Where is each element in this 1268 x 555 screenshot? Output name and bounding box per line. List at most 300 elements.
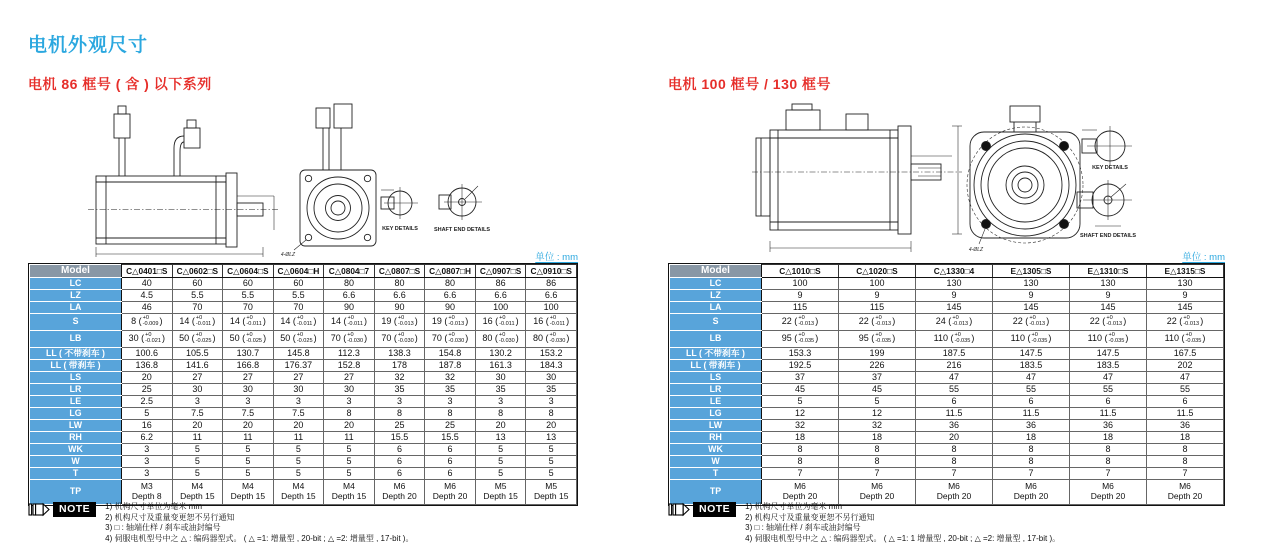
spec-row bbox=[30, 432, 577, 444]
spec-row bbox=[670, 468, 1224, 480]
spec-value: 15.5 bbox=[425, 432, 476, 444]
spec-value: 183.5 bbox=[1070, 360, 1147, 372]
row-label: LW bbox=[30, 420, 122, 432]
spec-value: M6 Depth 20 bbox=[1147, 480, 1224, 505]
spec-value: 5 bbox=[122, 408, 173, 420]
row-label: RH bbox=[670, 432, 762, 444]
spec-value: 9 bbox=[916, 290, 993, 302]
spec-value: 6 bbox=[374, 456, 425, 468]
model-name: C△0910□S bbox=[526, 265, 577, 278]
spec-value: 24 ( +0 -0.013 ) bbox=[916, 314, 993, 331]
spec-value: 12 bbox=[839, 408, 916, 420]
model-name: E△1310□S bbox=[1070, 265, 1147, 278]
row-label: LE bbox=[30, 396, 122, 408]
spec-value: 86 bbox=[475, 278, 526, 290]
spec-value: 60 bbox=[273, 278, 324, 290]
spec-value: M4 Depth 15 bbox=[223, 480, 274, 505]
spec-value: 8 bbox=[475, 408, 526, 420]
spec-value: 6 bbox=[425, 468, 476, 480]
dimension-table-left bbox=[29, 264, 577, 505]
model-name: E△1315□S bbox=[1147, 265, 1224, 278]
model-header-row bbox=[670, 265, 1224, 278]
spec-value: 3 bbox=[273, 396, 324, 408]
note-line: 2) 机构尺寸及重量变更恕不另行通知 bbox=[105, 512, 235, 522]
spec-value: 18 bbox=[1147, 432, 1224, 444]
spec-value: 9 bbox=[993, 290, 1070, 302]
spec-value: 112.3 bbox=[324, 348, 375, 360]
spec-row bbox=[670, 302, 1224, 314]
spec-value: 20 bbox=[273, 420, 324, 432]
spec-value: 5 bbox=[475, 444, 526, 456]
spec-value: 36 bbox=[916, 420, 993, 432]
spec-value: 30 bbox=[526, 372, 577, 384]
spec-value: 7 bbox=[1147, 468, 1224, 480]
model-name: C△0401□S bbox=[122, 265, 173, 278]
motor-front-view-right bbox=[967, 106, 1083, 244]
spec-value: 27 bbox=[273, 372, 324, 384]
spec-value: 8 bbox=[425, 408, 476, 420]
note-line: 4) 伺服电机型号中之 △ : 编码器型式。 ( △ =1: 增量型 , 20-bit ; △ =2: 增量型 , 17-bit )。 bbox=[105, 533, 414, 543]
pencil-icon bbox=[28, 502, 50, 517]
spec-row bbox=[670, 372, 1224, 384]
note-chip-label: NOTE bbox=[693, 502, 736, 517]
spec-value: M6 Depth 20 bbox=[762, 480, 839, 505]
note-line: 2) 机构尺寸及重量变更恕不另行通知 bbox=[745, 512, 875, 522]
row-label: LB bbox=[30, 331, 122, 348]
spec-value: 70 ( +0 -0.030 ) bbox=[324, 331, 375, 348]
spec-value: 5.5 bbox=[172, 290, 223, 302]
spec-row bbox=[670, 331, 1224, 348]
spec-value: 25 bbox=[122, 384, 173, 396]
spec-value: 20 bbox=[122, 372, 173, 384]
spec-value: 95 ( +0 -0.035 ) bbox=[839, 331, 916, 348]
spec-value: 14 ( +0 -0.011 ) bbox=[172, 314, 223, 331]
spec-value: 11.5 bbox=[1070, 408, 1147, 420]
spec-value: 25 bbox=[425, 420, 476, 432]
spec-value: 8 bbox=[1070, 456, 1147, 468]
spec-value: 20 bbox=[172, 420, 223, 432]
row-label: LS bbox=[30, 372, 122, 384]
spec-value: 30 bbox=[273, 384, 324, 396]
spec-value: 8 ( +0 -0.009 ) bbox=[122, 314, 173, 331]
note-lines-right bbox=[745, 501, 1060, 544]
spec-row bbox=[30, 408, 577, 420]
spec-row bbox=[670, 408, 1224, 420]
row-label: S bbox=[670, 314, 762, 331]
spec-row bbox=[670, 420, 1224, 432]
note-badge-right bbox=[668, 502, 736, 517]
spec-value: 6 bbox=[916, 396, 993, 408]
row-label: TP bbox=[670, 480, 762, 505]
row-label: LL ( 带刹车 ) bbox=[30, 360, 122, 372]
spec-value: 90 bbox=[324, 302, 375, 314]
pencil-icon bbox=[668, 502, 690, 517]
spec-value: 5 bbox=[475, 468, 526, 480]
spec-value: 70 bbox=[223, 302, 274, 314]
spec-value: 226 bbox=[839, 360, 916, 372]
spec-value: 20 bbox=[324, 420, 375, 432]
spec-value: 5 bbox=[839, 396, 916, 408]
spec-value: 8 bbox=[993, 456, 1070, 468]
spec-value: 145 bbox=[1147, 302, 1224, 314]
spec-value: 136.8 bbox=[122, 360, 173, 372]
key-details-label-left: KEY DETAILS bbox=[382, 226, 418, 232]
spec-value: 145 bbox=[993, 302, 1070, 314]
row-label: LZ bbox=[670, 290, 762, 302]
spec-value: 18 bbox=[839, 432, 916, 444]
spec-value: 6.6 bbox=[324, 290, 375, 302]
spec-value: 5 bbox=[223, 456, 274, 468]
spec-value: 153.2 bbox=[526, 348, 577, 360]
spec-value: M4 Depth 15 bbox=[172, 480, 223, 505]
spec-row bbox=[30, 420, 577, 432]
spec-value: 5 bbox=[223, 468, 274, 480]
spec-value: 11.5 bbox=[993, 408, 1070, 420]
spec-value: 86 bbox=[526, 278, 577, 290]
spec-row bbox=[30, 360, 577, 372]
row-label: LL ( 不带刹车 ) bbox=[670, 348, 762, 360]
model-name: C△1020□S bbox=[839, 265, 916, 278]
spec-value: 8 bbox=[1070, 444, 1147, 456]
spec-value: 115 bbox=[839, 302, 916, 314]
spec-value: 8 bbox=[324, 408, 375, 420]
row-label: LA bbox=[670, 302, 762, 314]
row-label: WK bbox=[670, 444, 762, 456]
model-header-row bbox=[30, 265, 577, 278]
model-name: C△0804□7 bbox=[324, 265, 375, 278]
model-name: C△0907□S bbox=[475, 265, 526, 278]
spec-value: M4 Depth 15 bbox=[273, 480, 324, 505]
page-title: 电机外观尺寸 bbox=[28, 35, 149, 56]
spec-value: 32 bbox=[762, 420, 839, 432]
spec-value: 5 bbox=[526, 456, 577, 468]
row-label: LC bbox=[670, 278, 762, 290]
spec-value: 5 bbox=[273, 444, 324, 456]
spec-value: 8 bbox=[762, 456, 839, 468]
spec-value: 16 ( +0 -0.011 ) bbox=[475, 314, 526, 331]
spec-value: 8 bbox=[916, 456, 993, 468]
model-name: C△1010□S bbox=[762, 265, 839, 278]
spec-value: 18 bbox=[762, 432, 839, 444]
spec-value: 5 bbox=[273, 468, 324, 480]
spec-row bbox=[30, 314, 577, 331]
spec-value: 6 bbox=[993, 396, 1070, 408]
spec-value: 153.3 bbox=[762, 348, 839, 360]
row-label: T bbox=[670, 468, 762, 480]
spec-value: 6.6 bbox=[425, 290, 476, 302]
row-label: W bbox=[670, 456, 762, 468]
spec-value: 110 ( +0 -0.035 ) bbox=[1070, 331, 1147, 348]
spec-value: 6 bbox=[374, 468, 425, 480]
model-name: C△0604□S bbox=[223, 265, 274, 278]
spec-value: 187.5 bbox=[916, 348, 993, 360]
spec-row bbox=[670, 348, 1224, 360]
spec-value: 5 bbox=[324, 468, 375, 480]
spec-value: 8 bbox=[1147, 444, 1224, 456]
key-details-diagram-left bbox=[381, 187, 418, 219]
row-label: TP bbox=[30, 480, 122, 505]
row-label: RH bbox=[30, 432, 122, 444]
spec-value: 7.5 bbox=[273, 408, 324, 420]
spec-row bbox=[30, 331, 577, 348]
spec-value: 30 bbox=[223, 384, 274, 396]
spec-value: M5 Depth 15 bbox=[526, 480, 577, 505]
spec-row bbox=[30, 468, 577, 480]
spec-value: 5 bbox=[172, 444, 223, 456]
spec-value: 100 bbox=[762, 278, 839, 290]
spec-value: 8 bbox=[916, 444, 993, 456]
spec-value: 14 ( +0 -0.011 ) bbox=[223, 314, 274, 331]
row-label: W bbox=[30, 456, 122, 468]
spec-value: 6.6 bbox=[475, 290, 526, 302]
note-line: 4) 伺服电机型号中之 △ : 编码器型式。 ( △ =1: 1 增量型 , 20-bit ; △ =2: 增量型 , 17-bit )。 bbox=[745, 533, 1061, 543]
spec-value: 166.8 bbox=[223, 360, 274, 372]
spec-value: 6 bbox=[425, 456, 476, 468]
spec-value: 202 bbox=[1147, 360, 1224, 372]
spec-value: 90 bbox=[425, 302, 476, 314]
spec-value: 80 ( +0 -0.030 ) bbox=[526, 331, 577, 348]
spec-value: 55 bbox=[1070, 384, 1147, 396]
spec-value: 8 bbox=[993, 444, 1070, 456]
spec-row bbox=[30, 456, 577, 468]
spec-value: 167.5 bbox=[1147, 348, 1224, 360]
shaft-end-details-label-left: SHAFT END DETAILS bbox=[433, 227, 491, 233]
spec-value: 22 ( +0 -0.013 ) bbox=[1147, 314, 1224, 331]
spec-value: 47 bbox=[916, 372, 993, 384]
spec-value: 16 ( +0 -0.011 ) bbox=[526, 314, 577, 331]
spec-value: 80 bbox=[425, 278, 476, 290]
spec-value: 40 bbox=[122, 278, 173, 290]
spec-value: 8 bbox=[526, 408, 577, 420]
spec-value: 6 bbox=[1147, 396, 1224, 408]
spec-value: 7 bbox=[839, 468, 916, 480]
spec-value: 100.6 bbox=[122, 348, 173, 360]
spec-value: 5.5 bbox=[223, 290, 274, 302]
notes-left bbox=[28, 501, 413, 544]
spec-value: 7 bbox=[916, 468, 993, 480]
spec-value: 178 bbox=[374, 360, 425, 372]
notes-right bbox=[668, 501, 1060, 544]
spec-value: 55 bbox=[993, 384, 1070, 396]
spec-value: 130.7 bbox=[223, 348, 274, 360]
spec-value: 9 bbox=[1147, 290, 1224, 302]
spec-value: 7 bbox=[993, 468, 1070, 480]
row-label: LR bbox=[670, 384, 762, 396]
spec-value: 3 bbox=[172, 396, 223, 408]
note-line: 3) □ : 轴端仕样 / 刹车或油封编号 bbox=[745, 523, 861, 532]
note-line: 1) 机构尺寸单位为毫米 mm bbox=[745, 502, 843, 511]
motor-drawing-right bbox=[752, 102, 1217, 254]
spec-row bbox=[670, 432, 1224, 444]
spec-row bbox=[30, 396, 577, 408]
spec-value: 50 ( +0 -0.025 ) bbox=[223, 331, 274, 348]
spec-value: 15.5 bbox=[374, 432, 425, 444]
spec-value: 3 bbox=[324, 396, 375, 408]
spec-value: 35 bbox=[374, 384, 425, 396]
spec-value: 8 bbox=[839, 444, 916, 456]
section-subtitle-left: 电机 86 框号 ( 含 ) 以下系列 bbox=[28, 76, 212, 92]
spec-value: 9 bbox=[839, 290, 916, 302]
model-name: C△0807□S bbox=[374, 265, 425, 278]
spec-value: 5 bbox=[526, 468, 577, 480]
spec-row bbox=[670, 456, 1224, 468]
spec-value: 22 ( +0 -0.013 ) bbox=[993, 314, 1070, 331]
spec-value: 115 bbox=[762, 302, 839, 314]
spec-value: M6 Depth 20 bbox=[425, 480, 476, 505]
spec-value: 2.5 bbox=[122, 396, 173, 408]
spec-row bbox=[670, 444, 1224, 456]
spec-value: 11.5 bbox=[1147, 408, 1224, 420]
spec-value: 7 bbox=[1070, 468, 1147, 480]
spec-value: M6 Depth 20 bbox=[916, 480, 993, 505]
spec-row bbox=[670, 314, 1224, 331]
spec-value: 35 bbox=[425, 384, 476, 396]
model-name: C△1330□4 bbox=[916, 265, 993, 278]
spec-value: 16 bbox=[122, 420, 173, 432]
spec-value: 110 ( +0 -0.035 ) bbox=[993, 331, 1070, 348]
spec-value: 80 bbox=[324, 278, 375, 290]
note-lines-left bbox=[105, 501, 413, 544]
spec-value: 5 bbox=[172, 456, 223, 468]
row-label: LZ bbox=[30, 290, 122, 302]
spec-value: 11 bbox=[172, 432, 223, 444]
spec-value: 22 ( +0 -0.013 ) bbox=[762, 314, 839, 331]
unit-label-right: 单位 : mm bbox=[1182, 252, 1225, 263]
row-label: LS bbox=[670, 372, 762, 384]
spec-value: 50 ( +0 -0.025 ) bbox=[172, 331, 223, 348]
spec-value: 20 bbox=[475, 420, 526, 432]
row-label: LC bbox=[30, 278, 122, 290]
spec-value: 27 bbox=[324, 372, 375, 384]
spec-value: 11 bbox=[273, 432, 324, 444]
spec-value: 4.5 bbox=[122, 290, 173, 302]
spec-value: 147.5 bbox=[1070, 348, 1147, 360]
row-label: LG bbox=[670, 408, 762, 420]
spec-value: M6 Depth 20 bbox=[839, 480, 916, 505]
spec-value: 70 bbox=[172, 302, 223, 314]
motor-side-view-left bbox=[88, 106, 278, 257]
spec-value: 14 ( +0 -0.011 ) bbox=[273, 314, 324, 331]
spec-value: 100 bbox=[475, 302, 526, 314]
spec-value: 154.8 bbox=[425, 348, 476, 360]
spec-value: 5 bbox=[172, 468, 223, 480]
spec-value: 47 bbox=[993, 372, 1070, 384]
spec-row bbox=[670, 384, 1224, 396]
section-subtitle-right: 电机 100 框号 / 130 框号 bbox=[668, 76, 832, 92]
spec-row bbox=[670, 278, 1224, 290]
row-label: LL ( 不带刹车 ) bbox=[30, 348, 122, 360]
spec-row bbox=[30, 384, 577, 396]
spec-value: 80 ( +0 -0.030 ) bbox=[475, 331, 526, 348]
spec-value: 176.37 bbox=[273, 360, 324, 372]
spec-value: 3 bbox=[374, 396, 425, 408]
spec-value: 30 bbox=[324, 384, 375, 396]
spec-value: 110 ( +0 -0.035 ) bbox=[1147, 331, 1224, 348]
spec-value: 11 bbox=[223, 432, 274, 444]
motor-front-view-left bbox=[294, 104, 376, 250]
spec-value: 70 ( +0 -0.030 ) bbox=[425, 331, 476, 348]
spec-value: 20 bbox=[526, 420, 577, 432]
spec-value: 184.3 bbox=[526, 360, 577, 372]
spec-value: 3 bbox=[526, 396, 577, 408]
spec-value: 13 bbox=[475, 432, 526, 444]
spec-row bbox=[30, 444, 577, 456]
spec-value: 130 bbox=[993, 278, 1070, 290]
spec-value: 7.5 bbox=[223, 408, 274, 420]
spec-row bbox=[670, 360, 1224, 372]
row-label: S bbox=[30, 314, 122, 331]
spec-value: 12 bbox=[762, 408, 839, 420]
spec-value: 20 bbox=[916, 432, 993, 444]
spec-value: 30 bbox=[475, 372, 526, 384]
spec-value: 145 bbox=[916, 302, 993, 314]
spec-value: 90 bbox=[374, 302, 425, 314]
mounting-hole-label-right: 4-ØLZ bbox=[968, 247, 984, 253]
spec-value: 199 bbox=[839, 348, 916, 360]
spec-value: 183.5 bbox=[993, 360, 1070, 372]
spec-value: 110 ( +0 -0.035 ) bbox=[916, 331, 993, 348]
spec-row bbox=[30, 278, 577, 290]
spec-value: 130.2 bbox=[475, 348, 526, 360]
spec-value: 32 bbox=[374, 372, 425, 384]
spec-value: 7 bbox=[762, 468, 839, 480]
spec-value: 130 bbox=[1147, 278, 1224, 290]
shaft-end-details-diagram-left bbox=[439, 184, 482, 220]
spec-value: 145 bbox=[1070, 302, 1147, 314]
spec-value: 5 bbox=[324, 444, 375, 456]
spec-value: 6.6 bbox=[526, 290, 577, 302]
spec-value: 32 bbox=[425, 372, 476, 384]
spec-value: 18 bbox=[993, 432, 1070, 444]
spec-value: 141.6 bbox=[172, 360, 223, 372]
spec-value: 45 bbox=[839, 384, 916, 396]
shaft-end-details-label-right: SHAFT END DETAILS bbox=[1079, 233, 1137, 239]
spec-value: 30 ( +0 -0.021 ) bbox=[122, 331, 173, 348]
spec-value: 5.5 bbox=[273, 290, 324, 302]
key-details-diagram-right bbox=[1082, 126, 1132, 166]
spec-value: 36 bbox=[1070, 420, 1147, 432]
spec-value: 18 bbox=[1070, 432, 1147, 444]
spec-value: 3 bbox=[122, 456, 173, 468]
spec-value: 3 bbox=[122, 468, 173, 480]
spec-value: 152.8 bbox=[324, 360, 375, 372]
shaft-end-details-diagram-right bbox=[1077, 180, 1132, 226]
row-label: LE bbox=[670, 396, 762, 408]
spec-value: 3 bbox=[223, 396, 274, 408]
model-name: C△0602□S bbox=[172, 265, 223, 278]
spec-value: 130 bbox=[1070, 278, 1147, 290]
spec-value: 25 bbox=[374, 420, 425, 432]
spec-value: 20 bbox=[223, 420, 274, 432]
spec-value: 9 bbox=[1070, 290, 1147, 302]
spec-value: 19 ( +0 -0.013 ) bbox=[374, 314, 425, 331]
spec-value: 6 bbox=[425, 444, 476, 456]
spec-row bbox=[30, 348, 577, 360]
spec-value: 105.5 bbox=[172, 348, 223, 360]
unit-label-left: 单位 : mm bbox=[535, 252, 578, 263]
model-name: C△0807□H bbox=[425, 265, 476, 278]
spec-value: 55 bbox=[916, 384, 993, 396]
spec-value: 100 bbox=[526, 302, 577, 314]
spec-value: 192.5 bbox=[762, 360, 839, 372]
spec-value: M6 Depth 20 bbox=[993, 480, 1070, 505]
spec-value: M6 Depth 20 bbox=[1070, 480, 1147, 505]
spec-value: 8 bbox=[839, 456, 916, 468]
spec-value: 3 bbox=[122, 444, 173, 456]
spec-value: 130 bbox=[916, 278, 993, 290]
spec-value: 37 bbox=[839, 372, 916, 384]
spec-value: 3 bbox=[425, 396, 476, 408]
